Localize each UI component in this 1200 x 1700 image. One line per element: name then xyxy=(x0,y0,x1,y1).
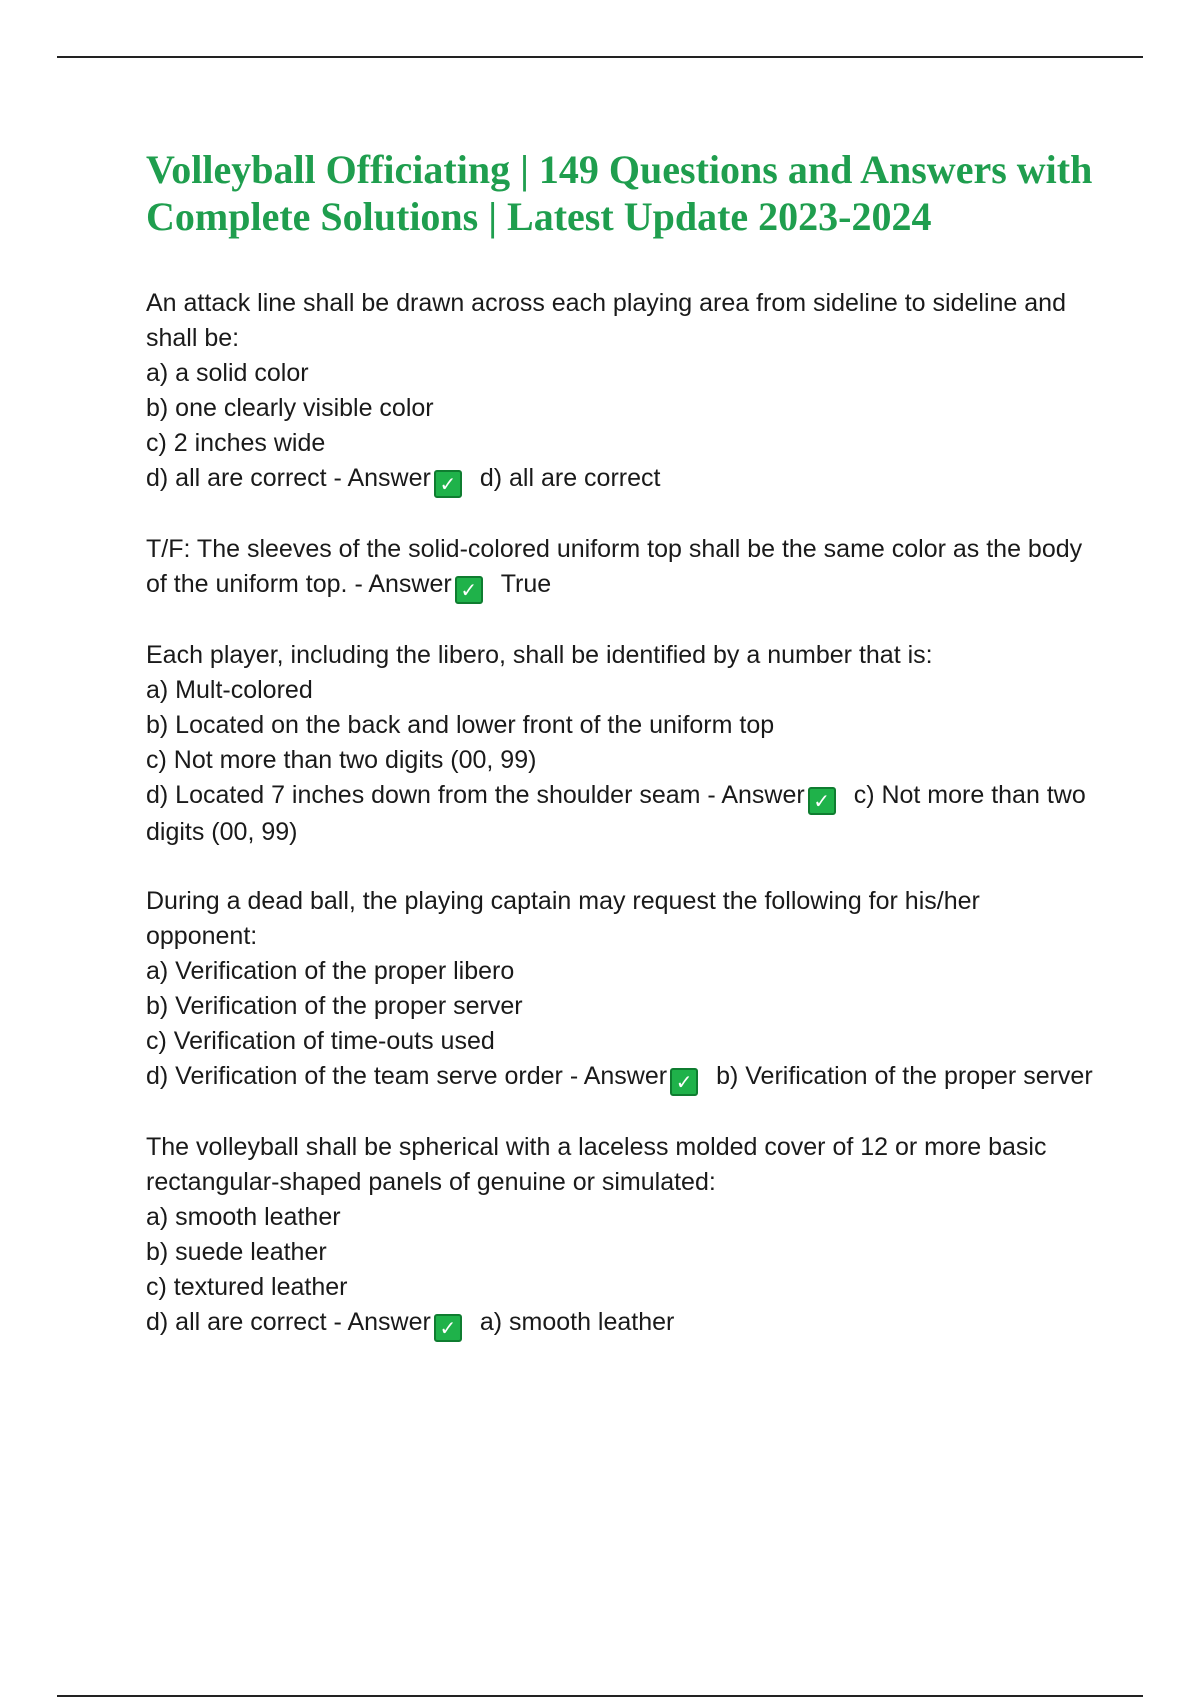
qa-block-2 xyxy=(146,532,1096,604)
answer-line xyxy=(146,1305,1096,1342)
option: a) a solid color xyxy=(146,359,309,387)
qa-block-1 xyxy=(146,286,1096,498)
qa-block-5 xyxy=(146,1130,1096,1342)
option: d) all are correct - Answer xyxy=(146,1308,431,1336)
answer-line xyxy=(146,461,1096,498)
check-mark-icon: ✓ xyxy=(670,1068,698,1096)
answer-text: c) Not more than two digits (00, 99) xyxy=(146,781,1086,846)
qa-block-3 xyxy=(146,638,1096,850)
question-text: During a dead ball, the playing captain may request the following for his/her opponent: xyxy=(146,887,980,950)
option: c) 2 inches wide xyxy=(146,429,326,457)
answer-text: True xyxy=(500,570,552,598)
answer-line xyxy=(146,778,1096,850)
header-rule xyxy=(57,56,1143,58)
option: a) Mult-colored xyxy=(146,676,313,704)
option: d) all are correct - Answer xyxy=(146,464,431,492)
question-text: An attack line shall be drawn across each playing area from sideline to sideline and shall be: xyxy=(146,289,1066,352)
option: b) one clearly visible color xyxy=(146,394,434,422)
check-mark-icon: ✓ xyxy=(455,576,483,604)
check-mark-icon: ✓ xyxy=(434,470,462,498)
answer-text: b) Verification of the proper server xyxy=(716,1062,1093,1090)
option: b) Located on the back and lower front of the uniform top xyxy=(146,711,775,739)
question-text: The volleyball shall be spherical with a laceless molded cover of 12 or more basic rectangular-shaped panels of genuine or simulated: xyxy=(146,1133,1047,1196)
document-title: Volleyball Officiating | 149 Questions and Answers with Complete Solutions | Latest Update 2023-2024 xyxy=(146,147,1093,239)
option: d) Located 7 inches down from the shoulder seam - Answer xyxy=(146,781,805,809)
option: a) smooth leather xyxy=(146,1203,341,1231)
question-text: Each player, including the libero, shall be identified by a number that is: xyxy=(146,641,933,669)
option: d) Verification of the team serve order - Answer xyxy=(146,1062,668,1090)
answer-line xyxy=(146,532,1096,604)
option: c) Not more than two digits (00, 99) xyxy=(146,746,537,774)
check-mark-icon: ✓ xyxy=(808,787,836,815)
answer-line xyxy=(146,1059,1096,1096)
check-mark-icon: ✓ xyxy=(434,1314,462,1342)
option: a) Verification of the proper libero xyxy=(146,957,515,985)
option: b) suede leather xyxy=(146,1238,327,1266)
question-text: T/F: The sleeves of the solid-colored uniform top shall be the same color as the body of the uniform top. - Answer xyxy=(146,535,1083,598)
option: c) textured leather xyxy=(146,1273,348,1301)
option: c) Verification of time-outs used xyxy=(146,1027,495,1055)
document-body xyxy=(146,146,1096,1376)
answer-text: d) all are correct xyxy=(479,464,661,492)
qa-block-4 xyxy=(146,884,1096,1096)
option: b) Verification of the proper server xyxy=(146,992,523,1020)
footer-rule xyxy=(57,1695,1143,1697)
answer-text: a) smooth leather xyxy=(479,1308,675,1336)
